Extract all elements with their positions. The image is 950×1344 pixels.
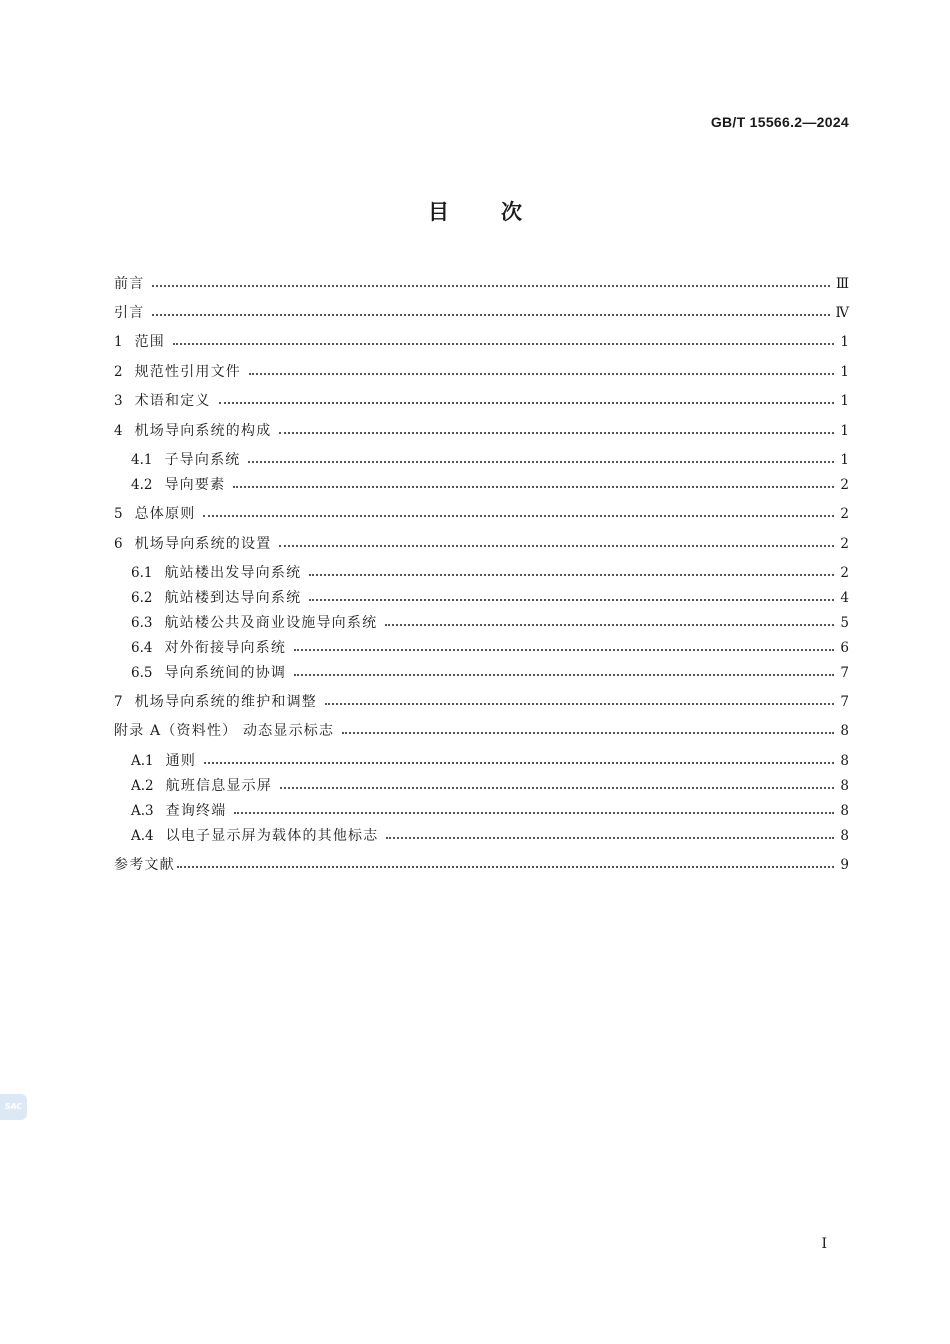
toc-entry[interactable] (114, 776, 849, 796)
toc-entry-number: 5 (114, 506, 123, 522)
toc-entry-number: 6 (114, 536, 123, 552)
toc-entry[interactable] (114, 801, 849, 821)
toc-entry-title: 以电子显示屏为载体的其他标志 (165, 828, 379, 844)
toc-entry[interactable] (114, 450, 849, 470)
toc-entry-title: 参考文献 (114, 857, 175, 873)
toc-entry-page: 2 (840, 536, 849, 552)
toc-dot-leader (204, 751, 834, 771)
toc-entry-page: 8 (840, 778, 849, 794)
toc-entry[interactable] (114, 826, 849, 846)
toc-entry-number: 4.1 (131, 452, 153, 468)
toc-dot-leader (294, 663, 834, 683)
toc-dot-leader (233, 475, 834, 495)
toc-entry-page: 1 (840, 334, 849, 350)
toc-entry-page: 7 (840, 665, 849, 681)
toc-dot-leader (294, 638, 834, 658)
toc-entry-title: 范围 (134, 334, 165, 350)
toc-entry-number: 6.4 (131, 640, 153, 656)
toc-entry-title: 规范性引用文件 (134, 364, 241, 380)
toc-entry-number: A.4 (131, 828, 154, 844)
toc-entry-page: 1 (840, 423, 849, 439)
toc-entry-page: 5 (840, 615, 849, 631)
toc-entry[interactable] (114, 692, 849, 712)
toc-entry-page: 8 (840, 753, 849, 769)
toc-entry-page: 8 (840, 723, 849, 739)
toc-entry-number: 3 (114, 393, 123, 409)
toc-entry-title: 查询终端 (165, 803, 227, 819)
toc-entry[interactable] (114, 563, 849, 583)
toc-dot-leader (248, 450, 834, 470)
toc-entry-number: 7 (114, 694, 123, 710)
toc-dot-leader (173, 332, 834, 352)
toc-entry-title: 导向系统间的协调 (164, 665, 287, 681)
toc-entry-number: 6.3 (131, 615, 153, 631)
toc-entry[interactable] (114, 475, 849, 495)
toc-entry[interactable] (114, 391, 849, 411)
toc-entry-title: 前言 (114, 276, 145, 292)
toc-entry-title: 总体原则 (134, 506, 196, 522)
toc-entry[interactable] (114, 362, 849, 382)
toc-entry-title: 引言 (114, 305, 145, 321)
toc-entry-number: A.3 (131, 803, 154, 819)
toc-dot-leader (152, 303, 829, 323)
toc-entry-number: 4.2 (131, 477, 153, 493)
toc-entry-number: 6.2 (131, 590, 153, 606)
sac-watermark-logo: SAC (0, 1094, 27, 1120)
toc-entry[interactable] (114, 303, 849, 323)
toc-entry[interactable] (114, 534, 849, 554)
toc-entry-page: 1 (840, 452, 849, 468)
toc-entry-title: 航站楼出发导向系统 (164, 565, 302, 581)
toc-dot-leader (279, 534, 834, 554)
toc-entry-number: A.2 (131, 778, 154, 794)
toc-entry-number: A.1 (131, 753, 154, 769)
toc-entry-title: 机场导向系统的设置 (134, 536, 272, 552)
toc-dot-leader (249, 362, 834, 382)
toc-entry-page: Ⅳ (835, 305, 849, 321)
toc-entry-page: 4 (840, 590, 849, 606)
toc-dot-leader (219, 391, 835, 411)
toc-entry-page: Ⅲ (835, 276, 849, 292)
toc-entry-page: 2 (840, 565, 849, 581)
toc-entry-number: 6.1 (131, 565, 153, 581)
toc-entry-title: 子导向系统 (164, 452, 241, 468)
toc-entry-title: 航站楼到达导向系统 (164, 590, 302, 606)
page-title: 目次 (428, 200, 574, 224)
toc-dot-leader (177, 855, 835, 875)
toc-entry-number: 4 (114, 423, 123, 439)
toc-entry[interactable] (114, 332, 849, 352)
toc-entry-title: 附录 A（资料性） 动态显示标志 (114, 723, 335, 739)
toc-entry[interactable] (114, 751, 849, 771)
toc-entry-page: 6 (840, 640, 849, 656)
toc-dot-leader (385, 613, 834, 633)
toc-entry-title: 航站楼公共及商业设施导向系统 (164, 615, 378, 631)
toc-entry[interactable] (114, 274, 849, 294)
toc-entry-number: 6.5 (131, 665, 153, 681)
toc-dot-leader (325, 692, 834, 712)
toc-entry-number: 2 (114, 364, 123, 380)
document-code: GB/T 15566.2—2024 (710, 114, 849, 130)
toc-dot-leader (309, 588, 834, 608)
page-number: I (821, 1236, 827, 1252)
toc-dot-leader (309, 563, 834, 583)
toc-entry[interactable] (114, 663, 849, 683)
toc-dot-leader (386, 826, 834, 846)
toc-entry-page: 8 (840, 828, 849, 844)
toc-entry[interactable] (114, 638, 849, 658)
toc-entry[interactable] (114, 504, 849, 524)
toc-entry-title: 机场导向系统的维护和调整 (134, 694, 317, 710)
toc-entry-number: 1 (114, 334, 123, 350)
toc-entry-page: 1 (840, 393, 849, 409)
toc-dot-leader (280, 776, 834, 796)
toc-entry[interactable] (114, 588, 849, 608)
toc-entry-title: 航班信息显示屏 (165, 778, 273, 794)
toc-entry-title: 对外衔接导向系统 (164, 640, 287, 656)
toc-dot-leader (279, 421, 834, 441)
toc-entry-title: 术语和定义 (134, 393, 211, 409)
toc-entry[interactable] (114, 421, 849, 441)
toc-entry-page: 8 (840, 803, 849, 819)
toc-dot-leader (152, 274, 830, 294)
toc-entry[interactable] (114, 613, 849, 633)
toc-entry-page: 7 (840, 694, 849, 710)
toc-dot-leader (342, 721, 834, 741)
toc-entry-page: 1 (840, 364, 849, 380)
toc-entry-title: 导向要素 (164, 477, 226, 493)
toc-entry-title: 通则 (165, 753, 197, 769)
toc-entry-page: 2 (840, 477, 849, 493)
toc-entry-title: 机场导向系统的构成 (134, 423, 272, 439)
toc-entry[interactable] (114, 855, 849, 875)
toc-entry-page: 2 (840, 506, 849, 522)
toc-entry[interactable] (114, 721, 849, 741)
toc-dot-leader (203, 504, 834, 524)
toc-dot-leader (234, 801, 834, 821)
table-of-contents (114, 0, 849, 1344)
toc-entry-page: 9 (840, 857, 849, 873)
